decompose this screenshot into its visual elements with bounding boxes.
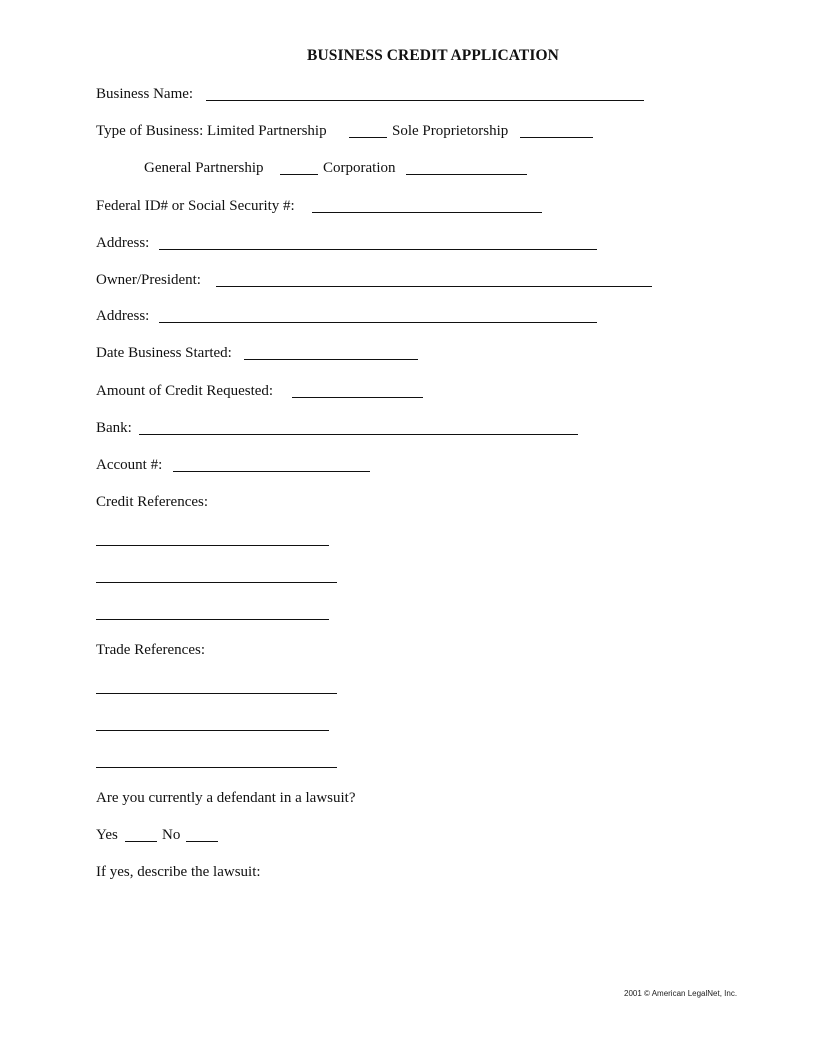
address-label-2: Address:	[96, 308, 150, 324]
lawsuit-describe-label: If yes, describe the lawsuit:	[96, 864, 261, 880]
page-title: BUSINESS CREDIT APPLICATION	[307, 47, 559, 64]
trade-reference-field-3[interactable]	[96, 767, 337, 768]
type-of-business-label: Type of Business:	[96, 123, 204, 139]
limited-partnership-field[interactable]	[349, 137, 387, 138]
credit-reference-field-2[interactable]	[96, 582, 337, 583]
credit-references-label: Credit References:	[96, 494, 209, 510]
lawsuit-question-row	[96, 788, 355, 808]
sole-proprietorship-label: Sole Proprietorship	[392, 123, 509, 139]
account-number-label: Account #:	[96, 457, 163, 473]
yes-row	[96, 825, 118, 845]
federal-id-row	[96, 196, 295, 216]
credit-reference-field-3[interactable]	[96, 619, 329, 620]
amount-credit-requested-label: Amount of Credit Requested:	[96, 383, 274, 399]
business-name-field[interactable]	[206, 100, 644, 101]
address-label-1: Address:	[96, 235, 150, 251]
corporation-row	[323, 158, 396, 178]
credit-references-heading	[96, 492, 208, 512]
lawsuit-question-label: Are you currently a defendant in a lawsuit?	[96, 790, 356, 806]
amount-credit-requested-row	[96, 381, 273, 401]
owner-president-row	[96, 270, 201, 290]
bank-label: Bank:	[96, 420, 132, 436]
limited-partnership-label: Limited Partnership	[207, 123, 327, 139]
yes-label: Yes	[96, 827, 118, 843]
bank-row	[96, 418, 132, 438]
date-business-started-row	[96, 343, 232, 363]
address-field-1[interactable]	[159, 249, 597, 250]
general-partnership-row	[144, 158, 264, 178]
address-field-2[interactable]	[159, 322, 597, 323]
federal-id-label: Federal ID# or Social Security #:	[96, 198, 295, 214]
bank-field[interactable]	[139, 434, 578, 435]
sole-proprietorship-field[interactable]	[520, 137, 593, 138]
sole-proprietorship-row	[392, 121, 508, 141]
trade-reference-field-1[interactable]	[96, 693, 337, 694]
type-of-business-row	[96, 121, 327, 141]
credit-reference-field-1[interactable]	[96, 545, 329, 546]
address-row-2	[96, 306, 149, 326]
general-partnership-label: General Partnership	[144, 160, 264, 176]
yes-field[interactable]	[125, 841, 157, 842]
date-business-started-label: Date Business Started:	[96, 345, 232, 361]
owner-president-label: Owner/President:	[96, 272, 201, 288]
account-number-row	[96, 455, 162, 475]
no-field[interactable]	[186, 841, 218, 842]
lawsuit-describe-row	[96, 862, 261, 882]
trade-references-label: Trade References:	[96, 642, 205, 658]
business-name-label: Business Name:	[96, 86, 194, 102]
business-name-row	[96, 84, 193, 104]
trade-reference-field-2[interactable]	[96, 730, 329, 731]
corporation-field[interactable]	[406, 174, 527, 175]
account-number-field[interactable]	[173, 471, 370, 472]
date-business-started-field[interactable]	[244, 359, 418, 360]
trade-references-heading	[96, 640, 205, 660]
owner-president-field[interactable]	[216, 286, 652, 287]
amount-credit-requested-field[interactable]	[292, 397, 423, 398]
address-row-1	[96, 233, 149, 253]
no-row	[162, 825, 180, 845]
general-partnership-field[interactable]	[280, 174, 318, 175]
no-label: No	[162, 827, 181, 843]
copyright-footer: 2001 © American LegalNet, Inc.	[624, 989, 738, 998]
corporation-label: Corporation	[323, 160, 396, 176]
federal-id-field[interactable]	[312, 212, 542, 213]
